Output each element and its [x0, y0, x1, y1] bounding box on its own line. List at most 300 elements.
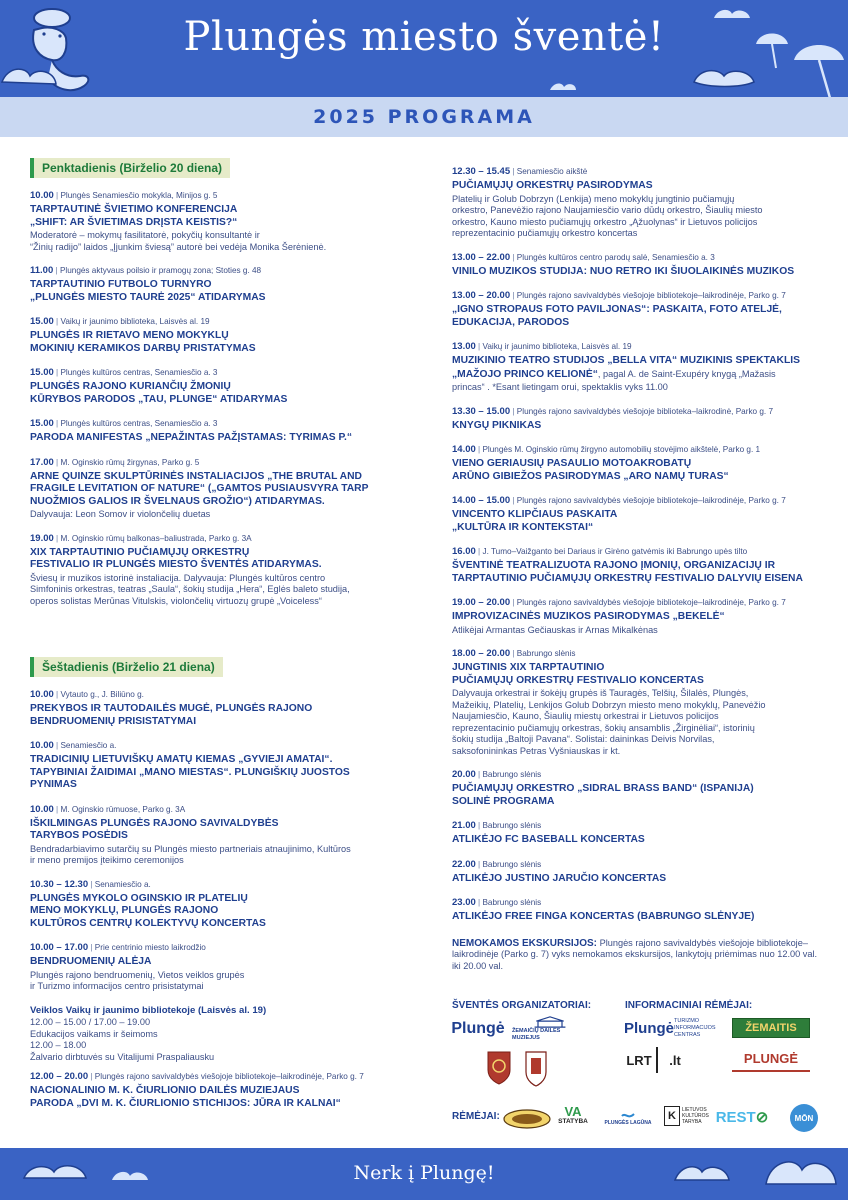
kids-line: Edukacijos vaikams ir šeimoms [30, 1028, 158, 1039]
event-item [30, 190, 422, 253]
event-item [30, 879, 422, 931]
event-title [452, 783, 822, 796]
event-time: 13.00 [452, 341, 476, 352]
resto-o-icon: ⊘ [755, 1109, 769, 1126]
program-banner-text: 2025 PROGRAMA [313, 106, 535, 128]
event-description: operos solistas Merūnas Vitulskis, violončelių virtuozų grupė „Voiceless“ [30, 595, 322, 606]
event-title [30, 547, 422, 560]
event-title-text: PREKYBOS IR TAUTODAILĖS MUGĖ, PLUNGĖS RAJONO [30, 703, 313, 714]
event-description: šokių studija „Baltoji Pavana“. Solistai: daininkas Deivis Norvilas, [452, 734, 715, 744]
event-meta [30, 316, 422, 327]
event-item [30, 367, 422, 406]
event-time: 15.00 [30, 367, 54, 378]
event-title [30, 716, 422, 729]
event-title-text: PYNIMAS [30, 779, 77, 790]
separator: | [53, 457, 61, 467]
event-title-text: IŠKILMINGAS PLUNGĖS RAJONO SAVIVALDYBĖS [30, 817, 279, 829]
event-title-text: SOLINĖ PROGRAMA [452, 795, 555, 807]
event-place: Plungės rajono savivaldybės viešojoje bibliotekoje–laikrodinėje, Parko g. 7 [94, 1072, 364, 1081]
event-item [452, 859, 822, 886]
event-place: Prie centrinio miesto laikrodžio [94, 943, 206, 952]
saturday-last-event [30, 1071, 422, 1110]
page-title: Plungės miesto šventė! [183, 14, 665, 60]
event-time: 13.00 – 20.00 [452, 290, 511, 301]
event-title-text: MENO MOKYKLŲ, PLUNGĖS RAJONO [30, 905, 219, 916]
event-title [30, 905, 422, 918]
event-title [30, 918, 422, 931]
event-meta [30, 190, 422, 201]
museum-building-icon [530, 1016, 570, 1028]
event-description: “Žinių radijo” laidos „Įjunkim šviesą” autorė bei vedėja Monika Šerėnienė. [30, 241, 327, 252]
event-place: Senamiesčio a. [60, 741, 117, 750]
event-title [30, 496, 422, 509]
event-title [30, 1085, 422, 1098]
footer [0, 1148, 848, 1200]
event-meta [452, 341, 822, 352]
event-item [452, 444, 822, 483]
event-title-text: TARPTAUTINĖ ŠVIETIMO KONFERENCIJA [30, 204, 238, 215]
event-title-text: TARPTAUTINIO FUTBOLO TURNYRO [30, 279, 212, 290]
free-tours-heading: NEMOKAMOS EKSKURSIJOS: [452, 937, 598, 949]
event-time: 15.00 [30, 418, 54, 429]
event-item [452, 495, 822, 534]
event-description: princas“ . *Esant lietingam orui, spektaklis vyks 11.00 [452, 382, 668, 392]
friday-events [30, 190, 422, 607]
saturday-events [30, 689, 422, 993]
event-title-text: ARŪNO GIBIEŽOS PASIRODYMAS „ARO NAMŲ TURAS“ [452, 470, 729, 482]
separator: | [475, 445, 483, 454]
free-tours-text: Plungės rajono savivaldybės viešojoje bibliotekoje–laikrodinėje (Parko g. 7) vyks nemokamos ekskursijos, lankytojų priėmimas nuo 12.00 val. iki 20.00 val. [452, 937, 818, 971]
tic-logo-subtitle: TURIZMO INFORMACIJOS CENTRAS [674, 1017, 716, 1038]
separator: | [475, 821, 483, 830]
event-meta [452, 546, 822, 557]
event-title [30, 767, 422, 780]
sponsor-badge-icon [502, 1108, 552, 1130]
event-place: Plungės rajono savivaldybės viešojoje bibliotekoje–laikrodinėje, Parko g. 7 [516, 598, 786, 607]
event-description: Dalyvauja orkestrai ir šokėjų grupės iš Tauragės, Telšių, Šilalės, Plungės, [452, 688, 749, 698]
event-title-text: JUNGTINIS XIX TARPTAUTINIO [452, 662, 605, 673]
event-item [30, 942, 422, 993]
event-time: 10.00 [30, 190, 54, 201]
plunge-logo: Plungė [451, 1020, 505, 1037]
event-item [452, 769, 822, 808]
event-meta [30, 689, 422, 700]
event-meta [452, 597, 822, 608]
event-title [30, 754, 422, 767]
info-sponsors-label: INFORMACINIAI RĖMĖJAI: [625, 1000, 753, 1011]
event-description: Atlikėjai Armantas Gečiauskas ir Arnas Mikalkėnas [452, 624, 658, 635]
event-title [30, 381, 422, 394]
event-meta [452, 820, 822, 831]
header [0, 0, 848, 97]
separator: | [53, 191, 61, 200]
kids-line: 12.00 – 15.00 / 17.00 – 19.00 [30, 1017, 151, 1027]
event-title [30, 818, 422, 831]
event-meta [452, 495, 822, 506]
event-title [30, 343, 422, 356]
right-column [452, 158, 822, 972]
separator: | [53, 804, 61, 814]
event-description: Šviesų ir muzikos istorinė instaliacija. Dalyvauja: Plungės kultūros centro [30, 572, 326, 583]
event-title [452, 317, 822, 330]
event-title [30, 893, 422, 906]
event-meta [30, 804, 422, 815]
event-time: 19.00 [30, 532, 54, 544]
event-place: Vaikų ir jaunimo biblioteka, Laisvės al. 19 [482, 342, 632, 351]
event-time: 12.30 – 15.45 [452, 166, 511, 177]
separator: | [53, 266, 60, 275]
event-place: Babrungo slėnis [482, 898, 542, 907]
event-place: Plungės kultūros centras, Senamiesčio a. 3 [60, 368, 218, 377]
event-title-text: KŪRYBOS PARODOS „TAU, PLUNGE“ ATIDARYMAS [30, 393, 288, 405]
event-title-text: FESTIVALIO IR PLUNGĖS MIESTO ŠVENTĖS ATIDARYMAS. [30, 559, 322, 570]
event-description: orkestro, Kauno miesto pučiamųjų orkestro „Ąžuolynas“ ir Lietuvos policijos [452, 216, 758, 227]
event-place: J. Tumo–Vaižganto bei Dariaus ir Girėno gatvėmis iki Babrungo upės tilto [482, 547, 748, 556]
event-description: Mažeikių, Platelių, Lenkijos Golub Dobrzyn miesto meno mokyklų, Panevėžio [452, 699, 766, 710]
event-title-text: TRADICINIŲ LIETUVIŠKŲ AMATŲ KIEMAS „GYVIEJI AMATAI“. [30, 754, 333, 765]
separator: | [510, 252, 517, 262]
event-item [452, 820, 822, 847]
event-place: Babrungo slėnis [516, 649, 576, 658]
event-title [452, 611, 822, 624]
event-meta [30, 740, 422, 751]
separator: | [53, 419, 61, 428]
organizers-label: ŠVENTĖS ORGANIZATORIAI: [452, 1000, 592, 1011]
event-title [30, 559, 422, 572]
event-item [452, 406, 822, 433]
event-time: 16.00 [452, 546, 476, 557]
separator: | [510, 649, 517, 658]
event-title-text: FRAGILE LEVITATION OF NATURE“ („GAMTOS PUSIAUSVYRA TARP [30, 483, 369, 494]
event-title-text: VINCENTO KLIPČIAUS PASKAITA [452, 509, 618, 520]
separator: | [510, 167, 517, 176]
event-title-text: PLUNGĖS RAJONO KURIANČIŲ ŽMONIŲ [30, 381, 231, 392]
event-description: reprezentacinio pučiamųjų orkestro koncertas [452, 228, 638, 238]
event-title-text: TAPYBINIAI ŽAIDIMAI „MANO MIESTAS“. PLUNGIŠKIŲ JUOSTOS [30, 766, 350, 778]
event-title [452, 675, 822, 688]
event-meta [452, 897, 822, 908]
saturday-events-continued [452, 166, 822, 924]
event-meta [30, 265, 422, 276]
event-title-text: „MAŽOJO PRINCO KELIONĖ“ [452, 368, 598, 380]
event-meta [30, 533, 422, 544]
plunge-tv-logo: PLUNGĖ [732, 1046, 810, 1072]
separator: | [88, 1072, 95, 1081]
event-title-text: PUČIAMŲJŲ ORKESTRŲ PASIRODYMAS [452, 180, 653, 191]
event-title-text: PARODA MANIFESTAS „NEPAŽINTAS PAŽĮSTAMAS: TYRIMAS P.“ [30, 432, 353, 443]
event-title [30, 1098, 422, 1111]
coat-of-arms-icon [486, 1050, 512, 1086]
event-item [30, 457, 422, 521]
event-title [30, 217, 422, 230]
lrt-divider [656, 1047, 658, 1073]
event-time: 10.00 – 17.00 [30, 942, 89, 953]
event-item [30, 689, 422, 728]
event-title-text: NACIONALINIO M. K. ČIURLIONIO DAILĖS MUZIEJAUS [30, 1085, 300, 1096]
event-meta [30, 879, 422, 890]
event-title [30, 432, 422, 445]
event-meta [452, 769, 822, 780]
supporters-label: RĖMĖJAI: [452, 1111, 500, 1122]
event-meta [30, 457, 422, 468]
event-place: Plungės aktyvaus poilsio ir pramogų zona; Stoties g. 48 [59, 266, 262, 275]
event-place: M. Oginskio rūmų žirgynas, Parko g. 5 [60, 457, 200, 467]
event-place: Babrungo slėnis [482, 821, 542, 830]
separator: | [510, 496, 517, 505]
event-item [30, 1071, 422, 1110]
event-description: Dalyvauja: Leon Somov ir violončelių duetas [30, 509, 211, 519]
event-item [452, 290, 822, 329]
separator: | [88, 943, 95, 952]
event-place: Senamiesčio a. [94, 879, 151, 889]
event-title-suffix: , pagal A. de Saint-Exupéry knygą „Mažasis [597, 368, 776, 379]
event-title-text: ŠVENTINĖ TEATRALIZUOTA RAJONO ĮMONIŲ, ORGANIZACIJŲ IR [452, 560, 776, 571]
event-title [30, 956, 422, 969]
resto-logo [715, 1106, 769, 1128]
cloud-icon [690, 62, 760, 90]
separator: | [53, 741, 61, 750]
event-time: 10.00 [30, 740, 54, 751]
separator: | [88, 879, 95, 889]
tic-plunge-logo: Plungė [624, 1019, 675, 1037]
coat-of-arms-icon [524, 1048, 548, 1088]
footer-slogan: Nerk į Plungę! [353, 1162, 495, 1184]
event-title-text: NUOŽMIOS GALIOS IR ŠVELNAUS GROŽIO“) ATIDARYMAS. [30, 495, 325, 507]
event-place: Plungės M. Oginskio rūmų žirgyno automobilių stovėjimo aikštelė, Parko g. 1 [482, 445, 761, 454]
separator: | [53, 317, 61, 326]
event-place: Babrungo slėnis [482, 770, 542, 779]
event-description: orkestro, Panevėžio rajono Naujamiesčio vario dūdų orkestro, Šiaulių miesto [452, 205, 763, 215]
ltk-logo-text: LIETUVOS KULTŪROS TARYBA [682, 1107, 709, 1125]
event-title [452, 471, 822, 484]
event-title [452, 509, 822, 522]
event-title [452, 834, 822, 847]
event-title [452, 420, 822, 433]
event-time: 20.00 [452, 769, 476, 780]
event-meta [452, 648, 822, 659]
event-title-text: „SHIFT: AR ŠVIETIMAS DRĮSTA KEISTIS?“ [30, 216, 238, 228]
event-title-text: KULTŪROS CENTRŲ KOLEKTYVŲ KONCERTAS [30, 917, 266, 929]
event-title [30, 279, 422, 292]
event-description: saksofonininkas Petras Vyšniauskas ir kt. [452, 745, 621, 756]
event-item [30, 804, 422, 867]
event-place: Plungės rajono savivaldybės viešojoje bibliotekoje–laikrodinėje, Parko g. 7 [516, 291, 786, 300]
resto-logo-text: REST [715, 1108, 756, 1126]
event-title [452, 355, 822, 368]
kids-activities-heading: Veiklos Vaikų ir jaunimo bibliotekoje (Laisvės al. 19) [30, 1004, 267, 1016]
event-time: 14.00 – 15.00 [452, 495, 511, 506]
event-description: Bendradarbiavimo sutarčių su Plungės miesto partneriais atnaujinimo, Kultūros [30, 843, 351, 854]
event-meta [452, 859, 822, 870]
free-tours-note [452, 938, 822, 973]
cloud-icon [548, 80, 578, 94]
event-time: 11.00 [30, 265, 54, 276]
plunges-laguna-logo [598, 1104, 658, 1130]
va-logo-subtitle: STATYBA [558, 1118, 588, 1125]
event-title [30, 330, 422, 343]
kids-line: 12.00 – 18.00 [30, 1040, 87, 1050]
event-title [452, 522, 822, 535]
event-title-text: PUČIAMŲJŲ ORKESTRŲ FESTIVALIO KONCERTAS [452, 674, 704, 686]
event-meta [30, 942, 422, 953]
event-time: 21.00 [452, 820, 476, 831]
event-description: Simfoninis orkestras, teatras „Saula“, šokių studija „Hera“, Eglės baleto studija, [30, 584, 350, 594]
zemaitis-logo: ŽEMAITIS [732, 1018, 810, 1038]
event-title-text: XIX TARPTAUTINIO PUČIAMŲJŲ ORKESTRŲ [30, 546, 250, 558]
event-title [452, 266, 822, 279]
laguna-logo-text: PLUNGĖS LAGŪNA [604, 1119, 652, 1126]
event-description: Plungės rajono bendruomenių, Vietos veiklos grupės [30, 969, 245, 980]
event-place: Plungės Senamiesčio mokykla, Minijos g. 5 [60, 191, 218, 200]
event-title-text: „IGNO STROPAUS FOTO PAVILJONAS“: PASKAITA, FOTO ATELJĖ, [452, 304, 782, 315]
event-title [452, 796, 822, 809]
program-banner [0, 97, 848, 137]
event-title [452, 662, 822, 675]
event-title [452, 873, 822, 886]
museum-logo-text: ŽEMAIČIŲ DAILĖS MUZIEJUS [512, 1028, 561, 1041]
event-time: 13.30 – 15.00 [452, 405, 511, 417]
event-title-text: ATLIKĖJO JUSTINO JARUČIO KONCERTAS [452, 872, 667, 884]
event-time: 22.00 [452, 858, 476, 870]
event-title [452, 304, 822, 317]
event-item [30, 740, 422, 792]
event-time: 13.00 – 22.00 [452, 251, 511, 263]
lrt-logo: LRT [626, 1052, 652, 1068]
event-title [30, 204, 422, 217]
event-item [30, 418, 422, 445]
event-meta [30, 418, 422, 429]
event-title-text: „KULTŪRA IR KONTEKSTAI“ [452, 521, 594, 533]
event-place: Vytauto g., J. Biliūno g. [60, 690, 144, 699]
event-meta [452, 444, 822, 455]
event-item [452, 648, 822, 757]
event-title [30, 779, 422, 792]
separator: | [475, 547, 483, 556]
event-time: 23.00 [452, 897, 476, 908]
event-title [452, 180, 822, 193]
cloud-icon [0, 60, 60, 90]
event-title-text: TARPTAUTINIO PUČIAMŲJŲ ORKESTRŲ FESTIVALIO DALYVIŲ EISENA [452, 572, 803, 584]
event-title-text: KNYGŲ PIKNIKAS [452, 419, 542, 431]
event-meta [452, 406, 822, 417]
event-time: 17.00 [30, 456, 54, 468]
mon-logo: MŌN [790, 1104, 818, 1132]
event-time: 14.00 [452, 444, 476, 455]
event-place: Plungės kultūros centro parodų salė, Senamiesčio a. 3 [516, 252, 715, 262]
event-title [30, 830, 422, 843]
event-meta [30, 367, 422, 378]
left-column [30, 150, 422, 1110]
event-title-text: EDUKACIJA, PARODOS [452, 316, 570, 328]
event-title [452, 560, 822, 573]
event-place: M. Oginskio rūmų balkonas–baliustrada, Parko g. 3A [60, 533, 252, 543]
event-item [30, 265, 422, 304]
separator: | [475, 898, 483, 907]
event-title [452, 911, 822, 924]
kids-line: Žalvario dirbtuvės su Vitalijumi Praspaliausku [30, 1051, 215, 1062]
event-time: 12.00 – 20.00 [30, 1071, 89, 1082]
event-title-text: ATLIKĖJO FREE FINGA KONCERTAS (BABRUNGO SLĖNYJE) [452, 911, 755, 922]
day-heading-saturday: Šeštadienis (Birželio 21 diena) [30, 657, 223, 677]
event-title-text: „PLUNGĖS MIESTO TAURĖ 2025“ ATIDARYMAS [30, 291, 266, 303]
event-place: Senamiesčio aikštė [516, 167, 588, 176]
wave-icon [621, 1108, 635, 1120]
spacer [30, 607, 422, 649]
event-title [452, 458, 822, 471]
event-item [452, 341, 822, 394]
event-title-text: VINILO MUZIKOS STUDIJA: NUO RETRO IKI ŠIUOLAIKINĖS MUZIKOS [452, 265, 795, 277]
event-title-text: MOKINIŲ KERAMIKOS DARBŲ PRISTATYMAS [30, 342, 256, 354]
event-meta [30, 1071, 422, 1082]
event-time: 10.30 – 12.30 [30, 878, 89, 890]
event-title-text: PLUNGĖS MYKOLO OGINSKIO IR PLATELIŲ [30, 892, 248, 904]
event-item [452, 897, 822, 924]
event-place: M. Oginskio rūmuose, Parko g. 3A [60, 804, 186, 814]
event-place: Plungės rajono savivaldybės viešojoje bibliotekoje–laikrodinėje, Parko g. 7 [516, 496, 786, 505]
zemaiciu-muziejus-logo [512, 1016, 588, 1042]
separator: | [53, 690, 61, 699]
event-place: Vaikų ir jaunimo biblioteka, Laisvės al. 19 [60, 317, 210, 326]
event-item [452, 252, 822, 279]
event-title-text: VIENO GERIAUSIŲ PASAULIO MOTOAKROBATŲ [452, 458, 692, 469]
event-item [452, 546, 822, 585]
event-title [30, 471, 422, 484]
separator: | [475, 342, 483, 351]
ltk-k-logo: K [664, 1106, 680, 1126]
event-description: Moderatorė – mokymų fasilitatorė, pokyčių konsultantė ir [30, 230, 260, 240]
separator: | [510, 291, 517, 300]
event-description: reprezentacinio pučiamųjų orkestras, šokių ansamblis „Žirginėliai“, istorinių [452, 722, 755, 733]
event-time: 15.00 [30, 316, 54, 327]
event-item [452, 597, 822, 636]
event-description: ir Turizmo informacijos centro prisistatymai [30, 981, 204, 991]
separator: | [475, 859, 483, 869]
event-title [30, 292, 422, 305]
event-meta [452, 166, 822, 177]
event-title-text: IMPROVIZACINĖS MUZIKOS PASIRODYMAS „BEKELĖ“ [452, 611, 725, 622]
event-item [452, 166, 822, 240]
event-description: ir meno premijos įteikimo ceremonijos [30, 855, 184, 865]
event-title [452, 368, 822, 382]
event-place: Plungės kultūros centras, Senamiesčio a. 3 [60, 419, 218, 428]
event-title [30, 483, 422, 496]
day-heading-friday: Penktadienis (Birželio 20 diena) [30, 158, 230, 178]
event-title-text: PLUNGĖS IR RIETAVO MENO MOKYKLŲ [30, 330, 229, 341]
kids-activities [30, 1005, 422, 1064]
va-statyba-logo [556, 1104, 590, 1130]
event-time: 10.00 [30, 803, 54, 815]
event-title-text: PUČIAMŲJŲ ORKESTRO „SIDRAL BRASS BAND“ (ISPANIJA) [452, 783, 754, 794]
event-title [30, 703, 422, 716]
event-title-text: PARODA „DVI M. K. ČIURLIONIO STICHIJOS: JŪRA IR KALNAI“ [30, 1097, 341, 1109]
event-title-text: BENDRUOMENIŲ PRISISTATYMAI [30, 715, 197, 727]
separator: | [53, 368, 61, 377]
event-meta [452, 290, 822, 301]
separator: | [53, 533, 61, 543]
event-meta [452, 252, 822, 263]
event-description: Naujamiesčio, Kauno, Šiaulių miestų orkestrai ir Lietuvos policijos [452, 711, 719, 721]
event-title-text: BENDRUOMENIŲ ALĖJA [30, 956, 152, 967]
event-place: Babrungo slėnis [482, 859, 542, 869]
event-title-text: MUZIKINIO TEATRO STUDIJOS „BELLA VITA“ MUZIKINIS SPEKTAKLIS [452, 355, 800, 366]
va-logo-text: VA [564, 1104, 582, 1119]
event-time: 18.00 – 20.00 [452, 648, 511, 659]
lrt-lt-logo: .lt [669, 1052, 681, 1068]
event-title-text: TARYBOS POSĖDIS [30, 830, 128, 841]
event-description: Platelių ir Golub Dobrzyn (Lenkija) meno mokyklų jungtinio pučiamųjų [452, 193, 735, 204]
event-item [30, 533, 422, 608]
event-item [30, 316, 422, 355]
